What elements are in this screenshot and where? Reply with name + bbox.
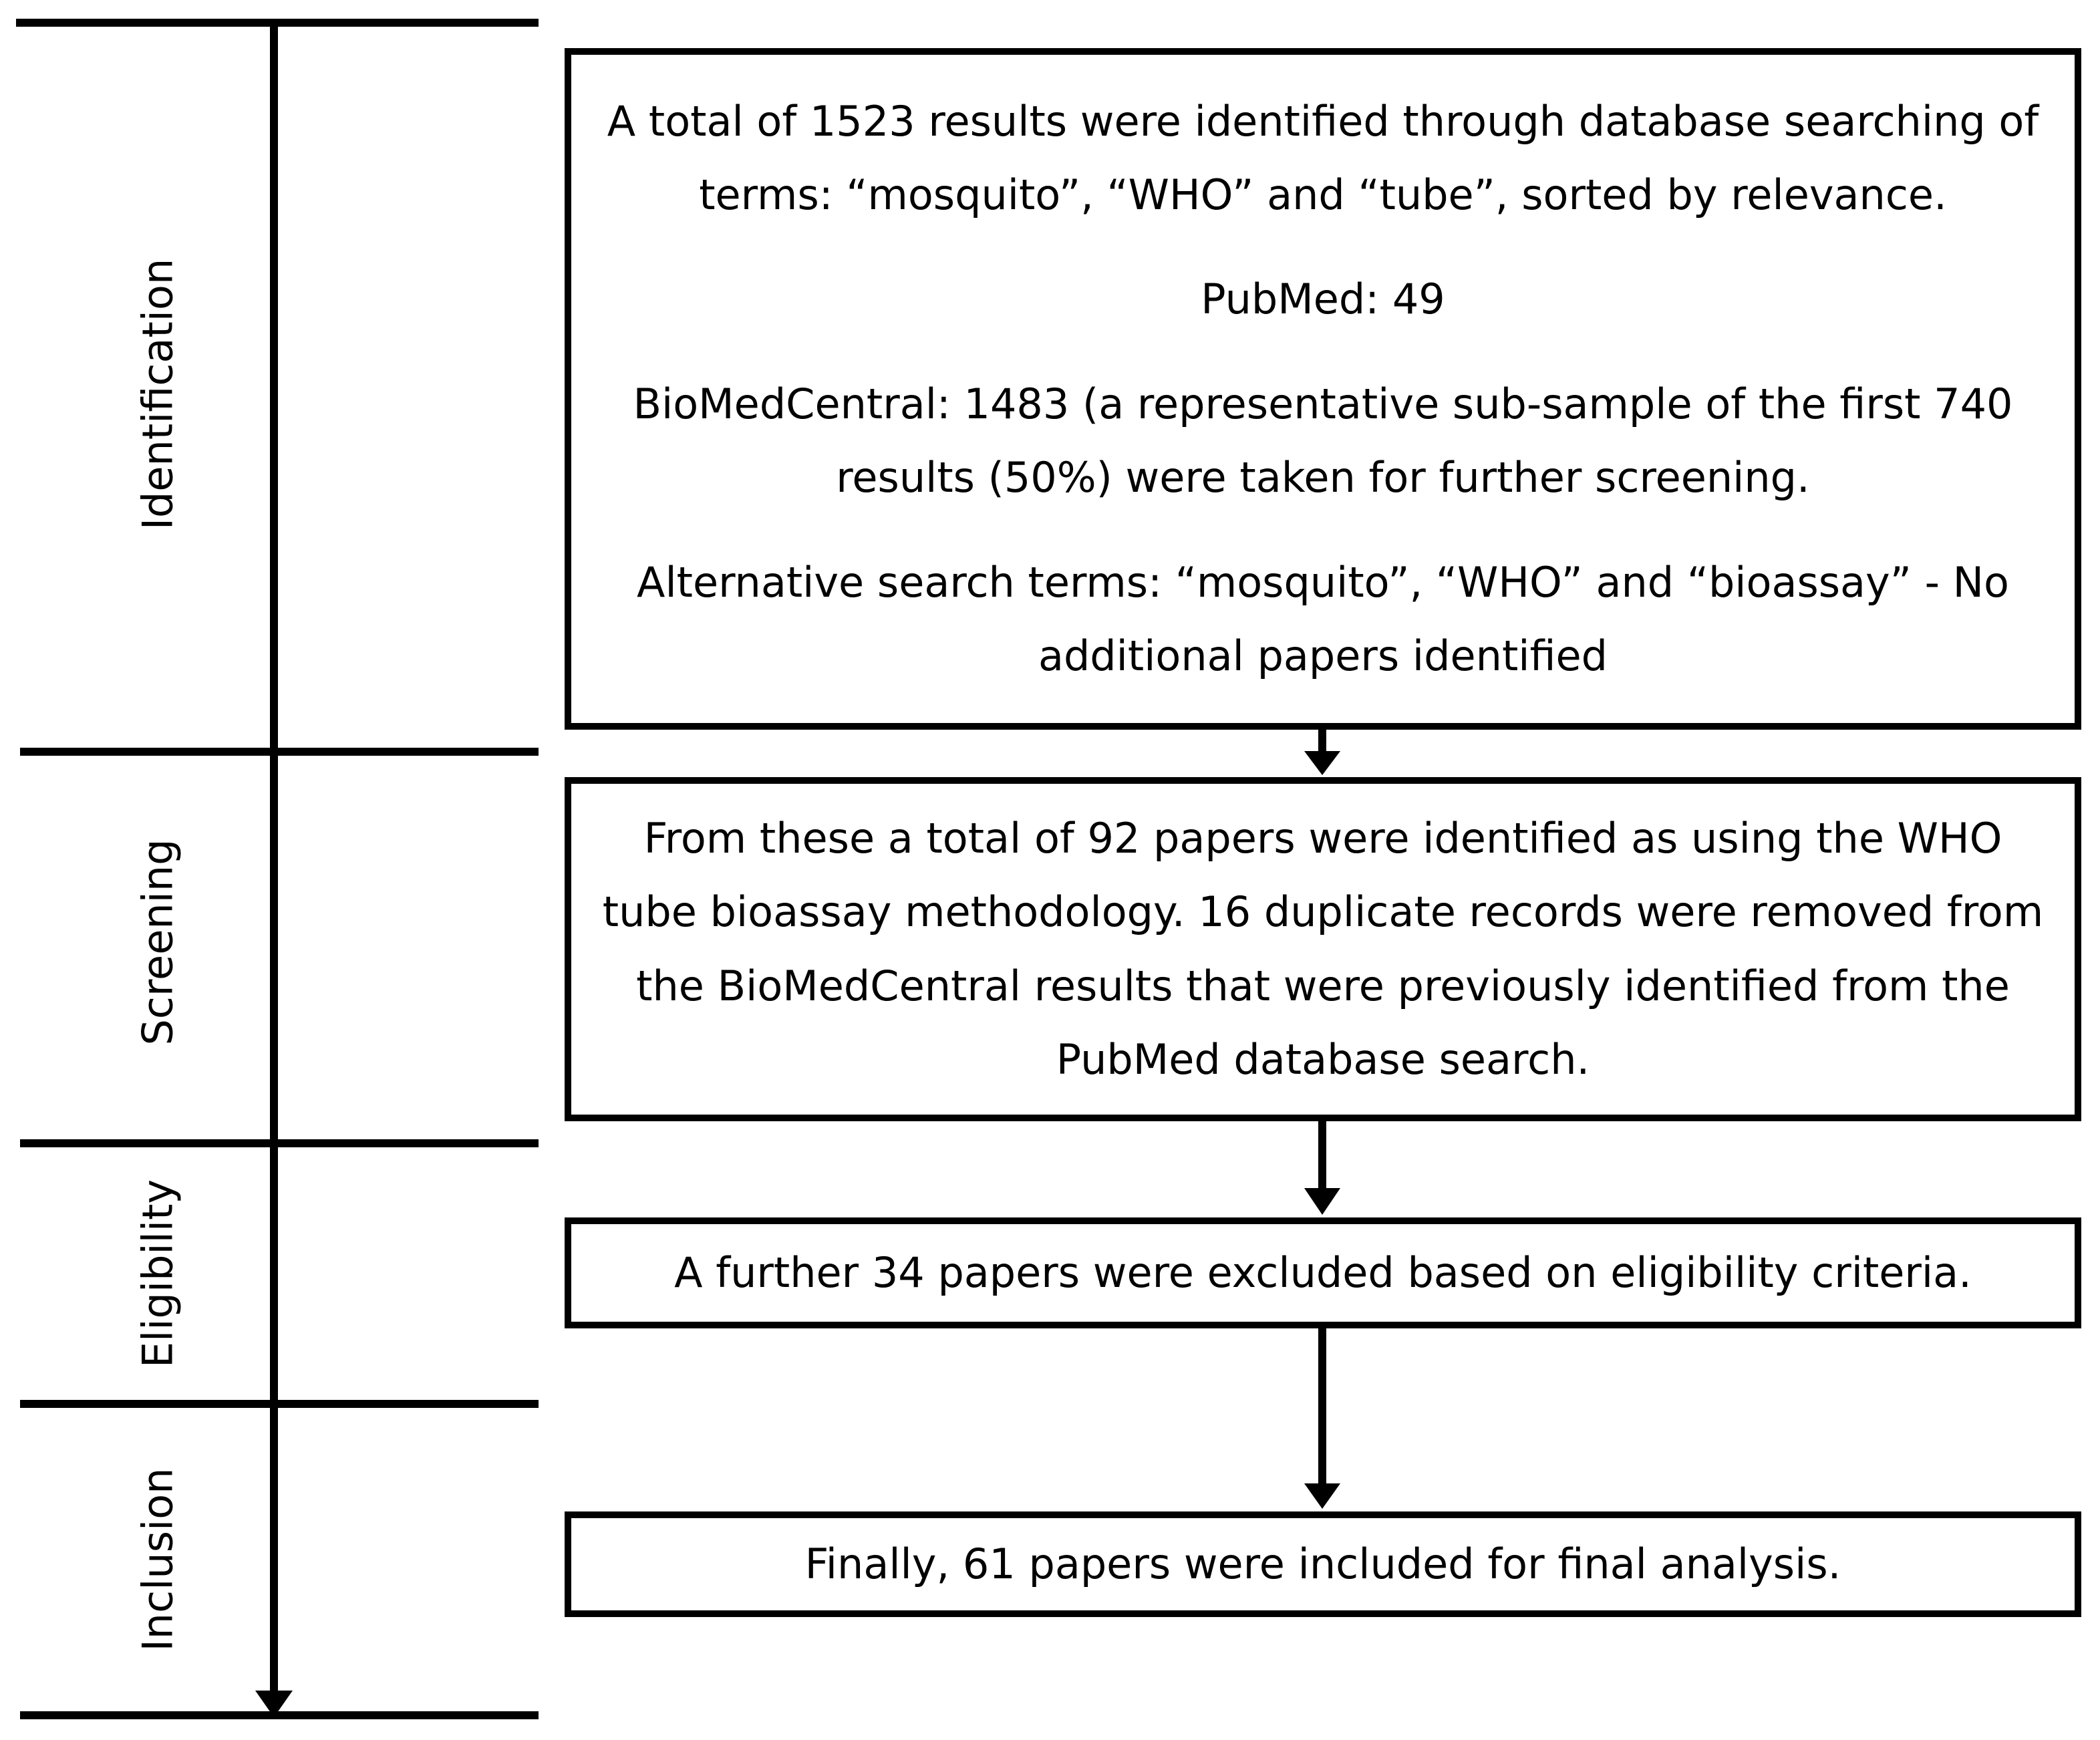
inclusion-text: Finally, 61 papers were included for final analysis. [804,1539,1841,1588]
identification-alternative-text: Alternative search terms: “mosquito”, “WHO” and “bioassay” - No additional papers identified [637,557,2009,680]
stage-label-screening: Screening [133,839,182,1046]
stage-label-identification: Identification [133,258,182,531]
inclusion-box [565,1511,2081,1617]
arrow-screening-to-eligibility-head [1304,1188,1340,1215]
identification-total-text: A total of 1523 results were identified through database searching of terms: “mosquito”, “WHO” and “tube”, sorted by relevance. [607,96,2039,220]
stage-label-inclusion: Inclusion [133,1467,182,1652]
screening-text: From these a total of 92 papers were identified as using the WHO tube bioassay methodology. 16 duplicate records were removed from the BioMedCentral results that were previously identified from the PubMed database search. [602,813,2044,1084]
identification-biomedcentral-text: BioMedCentral: 1483 (a representative sub-sample of the first 740 results (50%) were taken for further screening. [633,379,2013,502]
eligibility-text: A further 34 papers were excluded based on eligibility criteria. [674,1248,1972,1297]
eligibility-box [565,1217,2081,1328]
screening-box [565,777,2081,1121]
stage-label-eligibility: Eligibility [133,1179,182,1368]
identification-box [565,48,2081,730]
identification-pubmed-text: PubMed: 49 [1201,275,1445,324]
arrow-eligibility-to-inclusion-head [1304,1483,1340,1509]
arrow-identification-to-screening-head [1304,751,1340,775]
